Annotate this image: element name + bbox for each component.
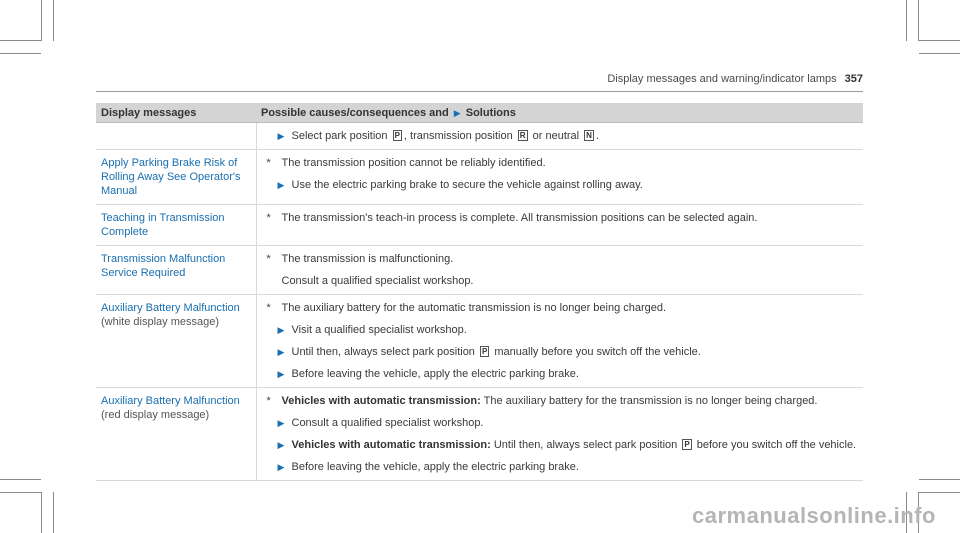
table-row — [96, 150, 863, 205]
crop-mark — [906, 0, 907, 41]
cause-item — [262, 156, 859, 170]
causes-solutions-cell — [256, 205, 863, 246]
column-header-solutions-label: Solutions — [465, 106, 516, 119]
table-row — [96, 295, 863, 388]
display-message-cell — [96, 123, 256, 150]
causes-solutions-cell — [256, 246, 863, 295]
display-message-text: Teaching in Transmission Complete — [101, 212, 225, 238]
transmission-position-symbol: P — [684, 440, 690, 449]
table-row — [96, 246, 863, 295]
header-rule — [96, 91, 863, 92]
table-row — [96, 123, 863, 150]
item-text: Before leaving the vehicle, apply the electric parking brake. — [291, 368, 579, 380]
play-arrow-icon: ▶ — [277, 418, 285, 428]
crop-mark — [0, 492, 41, 493]
solution-step — [262, 416, 859, 430]
display-message-cell — [96, 205, 256, 246]
page-number: 357 — [844, 73, 863, 85]
item-text: Visit a qualified specialist workshop. — [291, 324, 467, 336]
running-header-title: Display messages and warning/indicator lamps — [607, 73, 837, 85]
item-text: , transmission position — [403, 130, 516, 142]
crop-mark — [53, 492, 54, 533]
play-arrow-icon: ▶ — [277, 325, 285, 335]
item-text: or neutral — [529, 130, 583, 142]
item-text: Select park position — [291, 130, 391, 142]
item-text: manually before you switch off the vehicle. — [491, 346, 701, 358]
cause-item — [262, 252, 859, 266]
item-text: Before leaving the vehicle, apply the electric parking brake. — [291, 461, 579, 473]
asterisk-icon: * — [266, 253, 271, 265]
solution-step — [262, 367, 859, 381]
crop-mark — [918, 0, 919, 41]
display-message-text: Auxiliary Battery Malfunction — [101, 302, 240, 314]
display-message-cell — [96, 150, 256, 205]
display-message-text: Transmission Malfunction Service Required — [101, 253, 226, 279]
crop-mark — [41, 492, 42, 533]
asterisk-icon: * — [266, 212, 271, 224]
cause-item — [262, 211, 859, 225]
solution-step — [262, 460, 859, 474]
table-row — [96, 205, 863, 246]
table-body — [96, 123, 863, 481]
column-header-causes-label: Possible causes/consequences and — [261, 106, 449, 119]
transmission-position-symbol: P — [394, 131, 400, 140]
asterisk-icon: * — [266, 302, 271, 314]
transmission-position-symbol: R — [519, 131, 526, 140]
solution-step — [262, 178, 859, 192]
causes-solutions-cell — [256, 150, 863, 205]
causes-solutions-cell — [256, 123, 863, 150]
crop-mark — [0, 53, 41, 54]
item-text: Until then, always select park position — [490, 439, 681, 451]
item-text: The auxiliary battery for the transmission is no longer being charged. — [480, 395, 818, 407]
cause-item — [262, 394, 859, 408]
crop-mark — [919, 492, 960, 493]
watermark: carmanualsonline.info — [692, 503, 936, 528]
solution-step — [262, 129, 859, 143]
item-text: Consult a qualified specialist workshop. — [291, 417, 484, 429]
display-messages-table — [96, 103, 863, 481]
causes-solutions-cell — [256, 388, 863, 481]
causes-solutions-cell — [256, 295, 863, 388]
crop-mark — [53, 0, 54, 41]
crop-mark — [0, 40, 41, 41]
transmission-position-symbol: N — [586, 131, 592, 140]
item-text: The transmission position cannot be reliably identified. — [281, 157, 546, 169]
crop-mark — [41, 0, 42, 41]
display-message-cell — [96, 295, 256, 388]
crop-mark — [919, 40, 960, 41]
solution-step — [262, 323, 859, 337]
item-text: The auxiliary battery for the automatic transmission is no longer being charged. — [281, 302, 667, 314]
display-message-cell — [96, 388, 256, 481]
display-message-text: Auxiliary Battery Malfunction — [101, 395, 240, 407]
play-arrow-icon: ▶ — [277, 440, 285, 450]
crop-mark — [919, 479, 960, 480]
play-arrow-icon: ▶ — [277, 180, 285, 190]
display-message-note: (white display message) — [101, 316, 219, 328]
asterisk-icon: * — [266, 395, 271, 407]
item-text: Until then, always select park position — [291, 346, 478, 358]
running-header — [607, 73, 863, 85]
item-text: Use the electric parking brake to secure the vehicle against rolling away. — [291, 179, 643, 191]
transmission-position-symbol: P — [481, 347, 488, 356]
display-message-text: Apply Parking Brake Risk of Rolling Away See Operator's Manual — [101, 157, 241, 197]
display-message-cell — [96, 246, 256, 295]
play-arrow-icon: ▶ — [277, 131, 285, 141]
item-text: The transmission is malfunctioning. — [281, 253, 454, 265]
play-arrow-icon: ▶ — [277, 369, 285, 379]
emphasis-text: Vehicles with automatic transmission: — [281, 395, 481, 407]
play-arrow-icon: ▶ — [277, 462, 285, 472]
table-header-row — [96, 103, 863, 123]
item-text: Consult a qualified specialist workshop. — [281, 275, 474, 287]
item-text: before you switch off the vehicle. — [693, 439, 857, 451]
display-message-note: (red display message) — [101, 409, 210, 421]
solution-step — [262, 345, 859, 359]
item-text: . — [595, 130, 600, 142]
info-item — [262, 274, 859, 288]
asterisk-icon: * — [266, 157, 271, 169]
table-row — [96, 388, 863, 481]
item-text: The transmission's teach-in process is complete. All transmission positions can be selected again. — [281, 212, 758, 224]
emphasis-text: Vehicles with automatic transmission: — [291, 439, 491, 451]
column-header-messages: Display messages — [96, 103, 256, 123]
play-arrow-icon: ▶ — [277, 347, 285, 357]
column-header-causes — [256, 103, 863, 123]
crop-mark — [919, 53, 960, 54]
play-arrow-icon: ▶ — [453, 107, 461, 118]
cause-item — [262, 301, 859, 315]
solution-step — [262, 438, 859, 452]
crop-mark — [0, 479, 41, 480]
